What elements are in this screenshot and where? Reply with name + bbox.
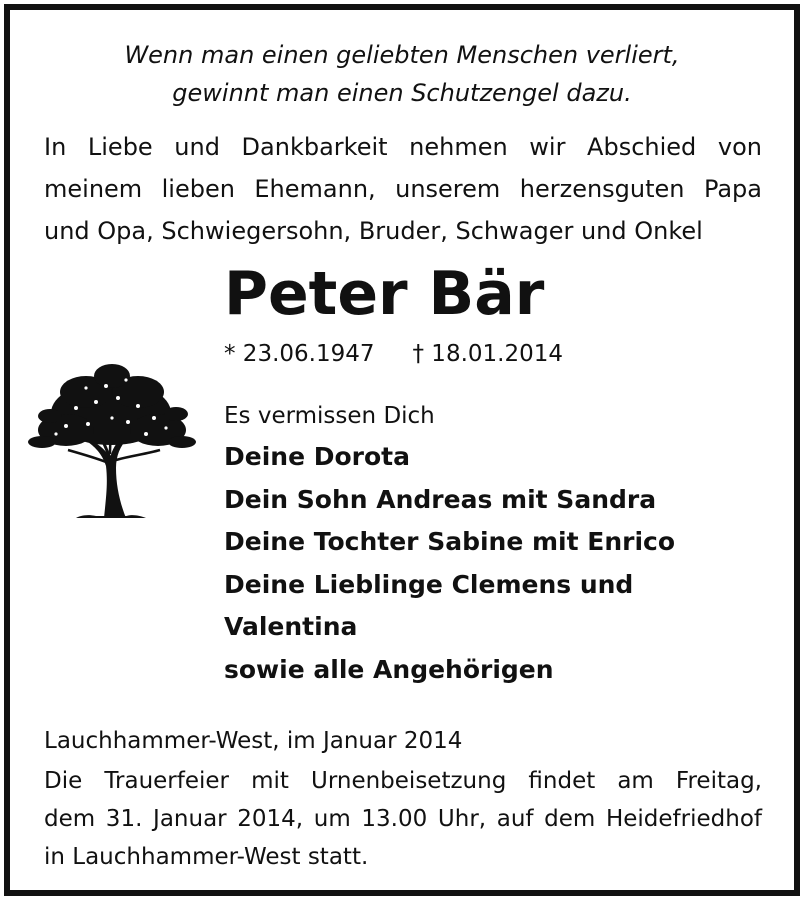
ceremony-line-1: Die Trauerfeier mit Urnenbeisetzung findet am Freitag, [44, 768, 762, 794]
motto-line-2: gewinnt man einen Schutzengel dazu. [172, 79, 632, 107]
birth-date: * 23.06.1947 [224, 341, 375, 367]
intro-text [44, 126, 762, 252]
ceremony-line-3: in Lauchhammer-West statt. [44, 844, 369, 870]
intro-line-1: In Liebe und Dankbarkeit nehmen wir Abschied von [44, 133, 762, 161]
ceremony-line-2: dem 31. Januar 2014, um 13.00 Uhr, auf dem Heidefriedhof [44, 806, 762, 832]
ceremony-text [44, 762, 762, 876]
mourner-line: Deine Tochter Sabine mit Enrico [224, 527, 676, 556]
mourner-line: Deine Dorota [224, 442, 410, 471]
life-dates [224, 338, 563, 370]
death-date: † 18.01.2014 [412, 341, 563, 367]
obituary-frame [4, 4, 800, 896]
tree-icon [26, 358, 196, 518]
obituary-content [10, 10, 794, 890]
motto-line-1: Wenn man einen geliebten Menschen verliert, [124, 41, 680, 69]
mourner-line: Dein Sohn Andreas mit Sandra [224, 484, 657, 514]
mourner-line: Deine Lieblinge Clemens und [224, 569, 634, 599]
deceased-name: Peter Bär [224, 259, 545, 329]
intro-line-2: meinem lieben Ehemann, unserem herzensguten Papa [44, 175, 762, 203]
motto [10, 36, 794, 112]
mourner-line: sowie alle Angehörigen [224, 654, 554, 684]
mourner-line: Valentina [224, 612, 358, 641]
mourners-list [224, 436, 675, 691]
place-date: Lauchhammer-West, im Januar 2014 [44, 728, 463, 754]
intro-line-3: und Opa, Schwiegersohn, Bruder, Schwager und Onkel [44, 217, 703, 245]
mourners-intro: Es vermissen Dich [224, 403, 435, 429]
